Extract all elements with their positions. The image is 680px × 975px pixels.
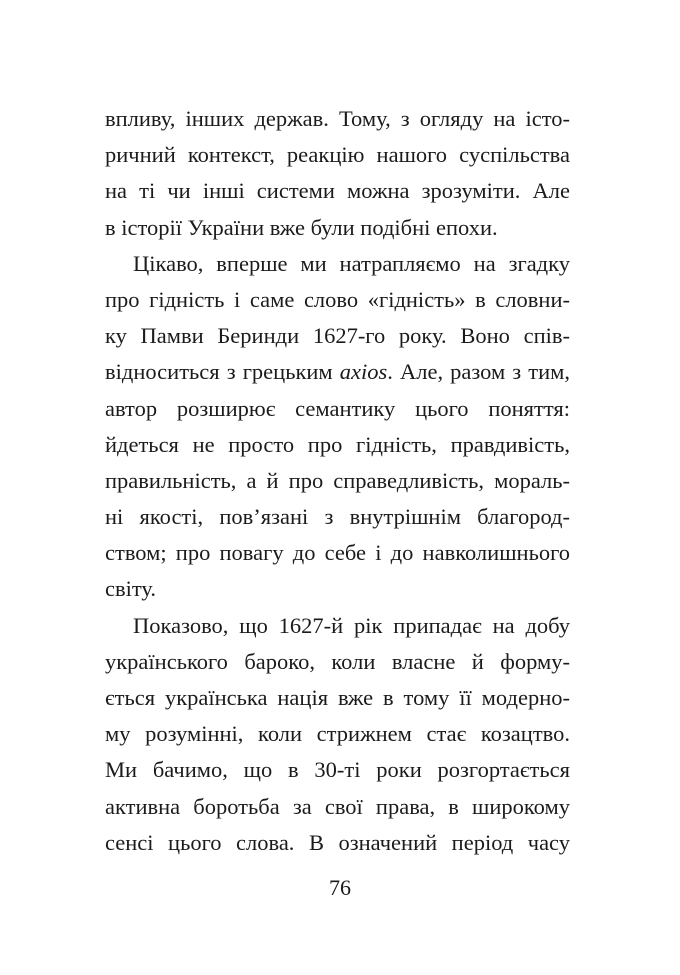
text-line: ричний контекст, реакцію нашого суспільства (105, 142, 570, 168)
page-number: 76 (329, 875, 351, 900)
text-line: в історії України вже були подібні епохи. (105, 214, 498, 240)
text-line: Ми бачимо, що в 30-ті роки розгортається (105, 757, 570, 783)
text-line: правильність, а й про справедливість, мораль- (105, 467, 570, 493)
text-line: му розумінні, коли стрижнем стає козацтво. (105, 721, 570, 747)
text-line: про гідність і саме слово «гідність» в словни- (105, 286, 570, 312)
text-line: ні якості, пов’язані з внутрішнім благород- (105, 504, 570, 530)
text-line: сенсі цього слова. В означений період часу (105, 829, 570, 855)
text-line: на ті чи інші системи можна зрозуміти. Але (105, 178, 570, 204)
text-line: світу. (105, 576, 157, 602)
text-line: українського бароко, коли власне й форму- (105, 648, 570, 674)
text-line: активна боротьба за свої права, в широкому (105, 793, 570, 819)
text-line: відноситься з грецьким axios. Але, разом з тим, (105, 359, 570, 385)
text-line: впливу, інших держав. Тому, з огляду на істо- (105, 106, 570, 131)
text-line: автор розширює семантику цього поняття: (105, 395, 570, 421)
text-line: ється українська нація вже в тому її модерно- (105, 685, 570, 710)
text-line: ством; про повагу до себе і до навколишнього (105, 540, 570, 566)
text-line: Показово, що 1627-й рік припадає на добу (133, 612, 570, 638)
text-line: Цікаво, вперше ми натрапляємо на згадку (133, 250, 570, 276)
text-line: йдеться не просто про гідність, правдивість, (105, 431, 570, 457)
italic-term: axios (339, 359, 388, 385)
body-text (105, 101, 570, 861)
text-line: ку Памви Беринди 1627-го року. Воно спів- (105, 323, 570, 349)
